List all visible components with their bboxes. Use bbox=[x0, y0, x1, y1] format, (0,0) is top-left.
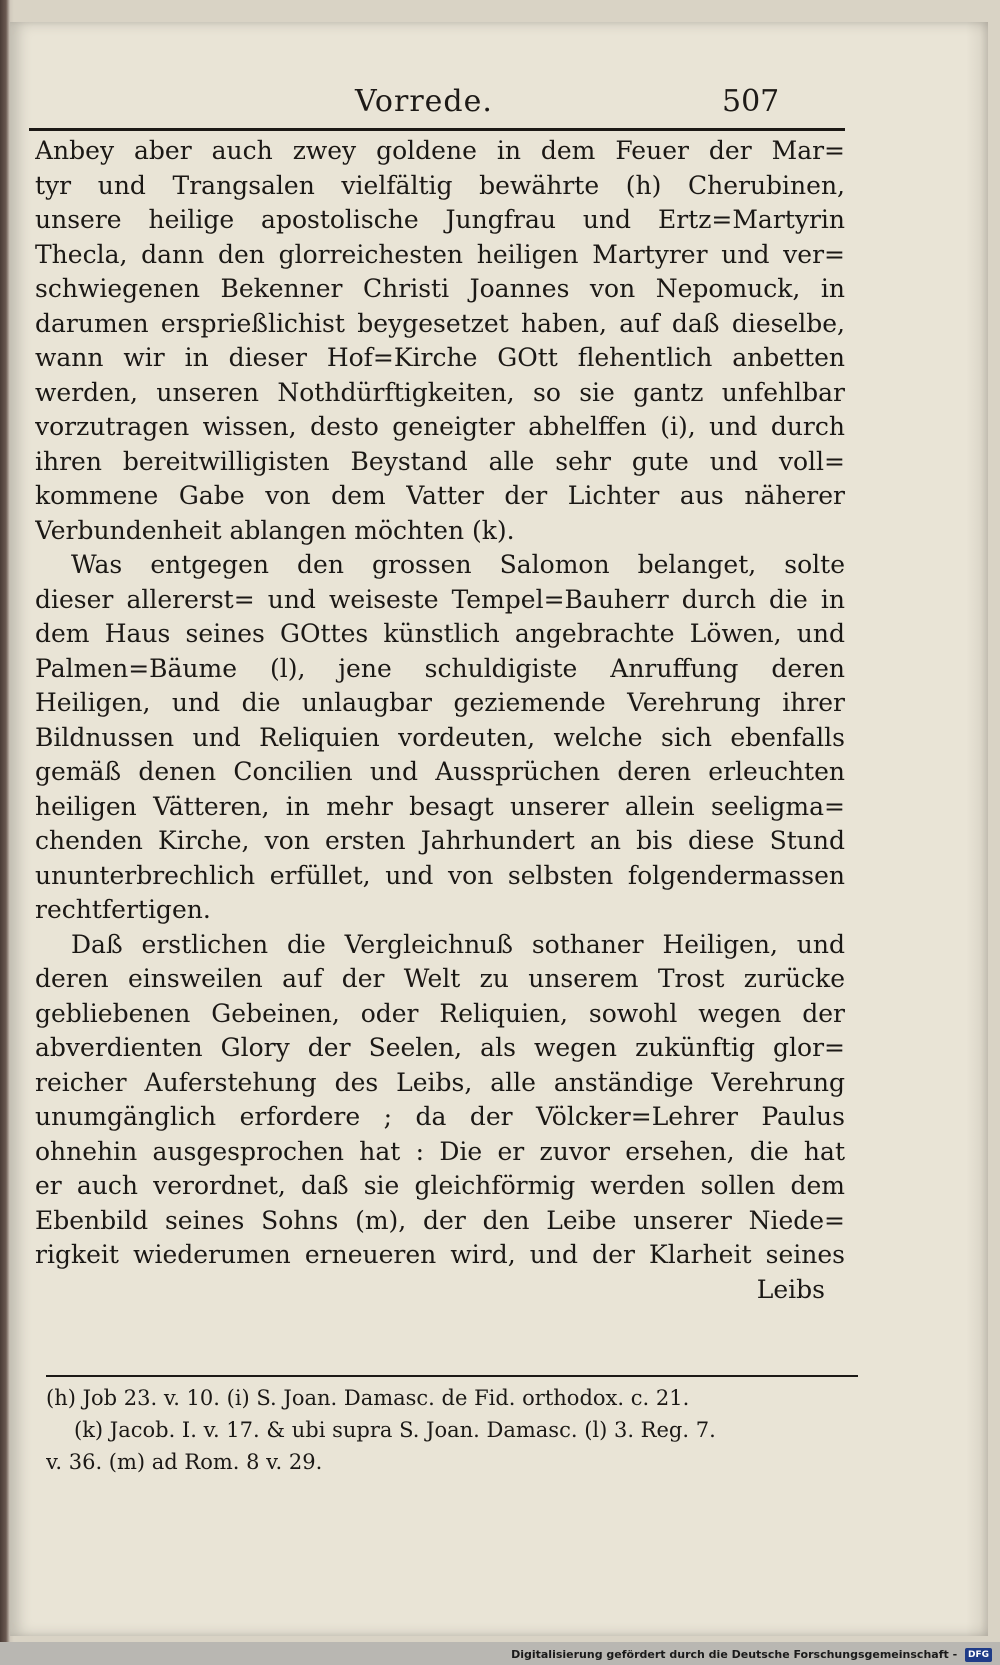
text-line: unumgänglich erfordere ; da der Völcker=Lehrer Paulus bbox=[35, 1102, 845, 1131]
footnote-line: (k) Jacob. I. v. 17. & ubi supra S. Joan. Damasc. (l) 3. Reg. 7. bbox=[74, 1418, 716, 1442]
text-line: rechtfertigen. bbox=[35, 895, 211, 924]
text-line: kommene Gabe von dem Vatter der Lichter aus näherer bbox=[35, 481, 845, 510]
footnotes bbox=[46, 1382, 858, 1478]
page-edge-shadow bbox=[966, 22, 988, 1636]
text-line: Heiligen, und die unlaugbar geziemende Verehrung ihrer bbox=[35, 688, 845, 717]
footnote-line: v. 36. (m) ad Rom. 8 v. 29. bbox=[46, 1450, 323, 1474]
text-line: dieser allererst= und weiseste Tempel=Bauherr durch die in bbox=[35, 584, 845, 614]
text-line: Ebenbild seines Sohns (m), der den Leibe unserer Niede= bbox=[35, 1205, 845, 1235]
text-line: dem Haus seines GOttes künstlich angebrachte Löwen, und bbox=[35, 619, 845, 648]
page-number: 507 bbox=[722, 84, 780, 119]
text-line: heiligen Vätteren, in mehr besagt unserer allein seeligma= bbox=[35, 791, 845, 821]
text-line: chenden Kirche, von ersten Jahrhundert an bis diese Stund bbox=[35, 826, 845, 855]
running-head bbox=[10, 84, 988, 124]
text-line: darumen ersprießlichist beygesetzet haben, auf daß dieselbe, bbox=[35, 308, 845, 338]
text-line: abverdienten Glory der Seelen, als wegen zukünftig glor= bbox=[35, 1033, 845, 1062]
text-line: schwiegenen Bekenner Christi Joannes von Nepomuck, in bbox=[35, 274, 845, 303]
credit-text: Digitalisierung gefördert durch die Deutsche Forschungsgemeinschaft - bbox=[511, 1648, 958, 1661]
digitization-credit bbox=[511, 1647, 992, 1663]
footnote-rule bbox=[46, 1375, 858, 1377]
text-line: ununterbrechlich erfüllet, und von selbsten folgendermassen bbox=[35, 860, 845, 890]
text-line: reicher Auferstehung des Leibs, alle anständige Verehrung bbox=[35, 1067, 845, 1097]
text-line: Bildnussen und Reliquien vordeuten, welche sich ebenfalls bbox=[35, 722, 845, 752]
footnote-line: (h) Job 23. v. 10. (i) S. Joan. Damasc. de Fid. orthodox. c. 21. bbox=[46, 1386, 690, 1410]
text-line: Palmen=Bäume (l), jene schuldigiste Anruffung deren bbox=[35, 653, 845, 683]
text-line: gemäß denen Concilien und Aussprüchen deren erleuchten bbox=[35, 757, 845, 786]
book-page bbox=[10, 22, 988, 1636]
text-line: vorzutragen wissen, desto geneigter abhelffen (i), und durch bbox=[35, 412, 845, 441]
body-text bbox=[35, 134, 845, 1307]
text-line: unsere heilige apostolische Jungfrau und Ertz=Martyrin bbox=[35, 205, 845, 234]
text-line: deren einsweilen auf der Welt zu unserem Trost zurücke bbox=[35, 964, 845, 993]
catchword: Leibs bbox=[756, 1274, 825, 1304]
text-line: Anbey aber auch zwey goldene in dem Feuer der Mar= bbox=[35, 136, 845, 165]
text-line: Daß erstlichen die Vergleichnuß sothaner Heiligen, und bbox=[71, 929, 845, 959]
text-line: Was entgegen den grossen Salomon belanget, solte bbox=[71, 550, 845, 579]
text-line: ohnehin ausgesprochen hat : Die er zuvor ersehen, die hat bbox=[35, 1136, 845, 1166]
text-line: Verbundenheit ablangen möchten (k). bbox=[35, 515, 515, 545]
text-line: er auch verordnet, daß sie gleichförmig werden sollen dem bbox=[35, 1171, 845, 1200]
text-line: Thecla, dann den glorreichesten heiligen Martyrer und ver= bbox=[35, 239, 845, 269]
running-title: Vorrede. bbox=[355, 84, 493, 119]
text-line: werden, unseren Nothdürftigkeiten, so sie gantz unfehlbar bbox=[35, 377, 845, 407]
text-line: gebliebenen Gebeinen, oder Reliquien, sowohl wegen der bbox=[35, 998, 845, 1028]
text-line: tyr und Trangsalen vielfältig bewährte (h) Cherubinen, bbox=[35, 170, 845, 200]
header-rule bbox=[29, 128, 845, 131]
text-line: rigkeit wiederumen erneueren wird, und der Klarheit seines bbox=[35, 1240, 845, 1269]
text-line: wann wir in dieser Hof=Kirche GOtt flehentlich anbetten bbox=[35, 343, 845, 372]
text-line: ihren bereitwilligisten Beystand alle sehr gute und voll= bbox=[35, 446, 845, 476]
dfg-logo-icon: DFG bbox=[965, 1648, 992, 1662]
